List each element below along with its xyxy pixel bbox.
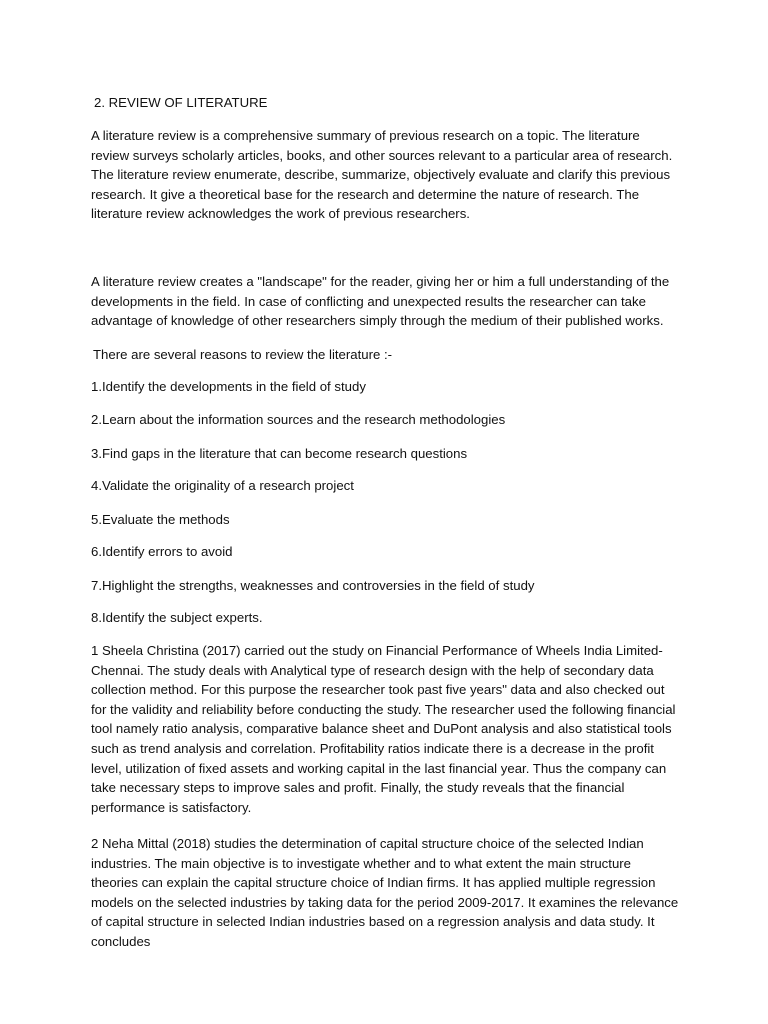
intro-paragraph: A literature review is a comprehensive summary of previous research on a topic. The literature review surveys scholarly articles, books, and other sources relevant to a particular area of research. The literature review enumerate, describe, summarize, objectively evaluate and clarify this previous research. It give a theoretical base for the research and determine the nature of research. The literature review acknowledges the work of previous researchers. xyxy=(91,128,673,222)
reason-item: 1.Identify the developments in the field of study xyxy=(91,379,366,394)
review-entry-2: 2 Neha Mittal (2018) studies the determination of capital structure choice of the selected Indian industries. The main objective is to investigate whether and to what extent the main structure theories can explain the capital structure choice of Indian firms. It has applied multiple regression models on the selected industries by taking data for the period 2009-2017. It examines the relevance of capital structure in selected Indian industries based on a regression analysis and data study. It concludes xyxy=(91,836,679,949)
reason-item: 4.Validate the originality of a research project xyxy=(91,478,354,493)
reason-item: 7.Highlight the strengths, weaknesses and controversies in the field of study xyxy=(91,578,535,593)
reason-item: 6.Identify errors to avoid xyxy=(91,544,233,559)
reason-item: 5.Evaluate the methods xyxy=(91,512,230,527)
landscape-paragraph: A literature review creates a "landscape" for the reader, giving her or him a full understanding of the developments in the field. In case of conflicting and unexpected results the researcher can take advantage of knowledge of other researchers simply through the medium of their published works. xyxy=(91,274,670,329)
section-heading: 2. REVIEW OF LITERATURE xyxy=(94,95,268,110)
reasons-intro: There are several reasons to review the literature :- xyxy=(93,347,393,362)
reason-item: 8.Identify the subject experts. xyxy=(91,610,263,625)
reason-item: 3.Find gaps in the literature that can become research questions xyxy=(91,446,468,461)
review-entry-1: 1 Sheela Christina (2017) carried out the study on Financial Performance of Wheels India Limited-Chennai. The study deals with Analytical type of research design with the help of secondary data collection method. For this purpose the researcher took past five years" data and also checked out for the validity and reliability before conducting the study. The researcher used the following financial tool namely ratio analysis, comparative balance sheet and DuPont analysis and also statistical tools such as trend analysis and correlation. Profitability ratios indicate there is a decrease in the profit level, utilization of fixed assets and working capital in the last financial year. Thus the company can take necessary steps to improve sales and profit. Finally, the study reveals that the financial performance is satisfactory. xyxy=(91,643,676,815)
reason-item: 2.Learn about the information sources and the research methodologies xyxy=(91,412,506,427)
